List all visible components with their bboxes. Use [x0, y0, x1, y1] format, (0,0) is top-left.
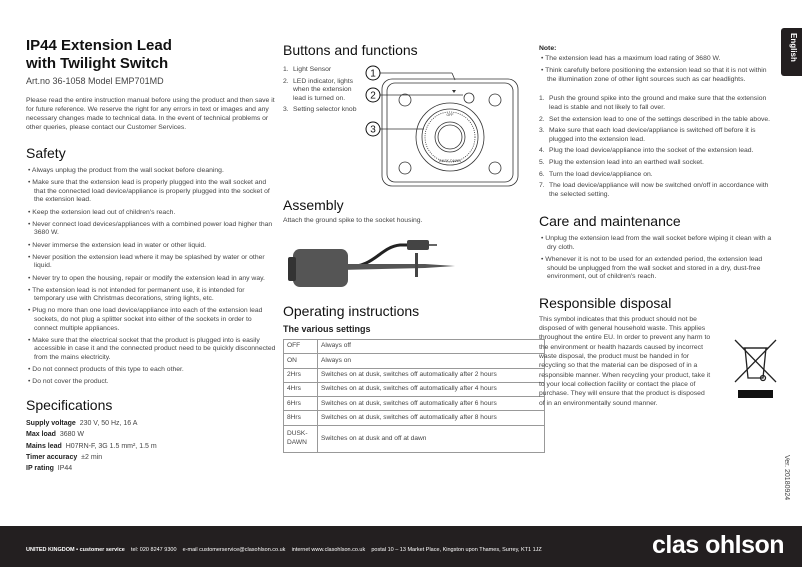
specifications-list: [26, 418, 276, 474]
table-row: [284, 340, 545, 354]
list-item: • Think carefully before positioning the extension lead so that it is not within the illumination zone of other light sources such as car headlights.: [539, 67, 777, 84]
footer-email[interactable]: e-mail customerservice@clasohlson.co.uk: [182, 547, 286, 553]
extension-lead-illustration: [285, 237, 475, 295]
setting-key: 2Hrs: [284, 368, 318, 382]
disposal-heading: Responsible disposal: [539, 294, 672, 311]
steps-list: [539, 95, 777, 199]
list-item: [539, 182, 777, 199]
note-list: [539, 55, 777, 84]
setting-description: Switches on at dusk, switches off automatically after 2 hours: [318, 368, 545, 382]
care-list: [539, 235, 777, 282]
list-item: • Keep the extension lead out of children's reach.: [26, 209, 276, 218]
note-heading: Note:: [539, 45, 557, 52]
list-item: [539, 159, 777, 168]
spec-label: IP rating: [26, 465, 54, 473]
list-item: [283, 106, 361, 115]
setting-key: DUSK-DAWN: [284, 425, 318, 452]
list-item: • Whenever it is not to be used for an extended period, the extension lead should be unplugged from the wall socket and stored in a dry, dust-free environment, out of children's reach.: [539, 256, 777, 282]
list-item: • Plug no more than one load device/appliance into each of the extension lead sockets, do not plug a splitter socket into either of the sockets in order to connect multiple appliances.: [26, 307, 276, 333]
callout-3-label: 3: [370, 124, 376, 136]
list-item: [283, 66, 361, 75]
item-number: 5.: [539, 158, 545, 166]
item-text: Turn the load device/appliance on.: [549, 170, 653, 178]
left-column: [26, 37, 276, 474]
assembly-heading: Assembly: [283, 197, 344, 213]
item-number: 6.: [539, 170, 545, 178]
version-label: Ver. 20180924: [783, 455, 790, 501]
table-row: [284, 368, 545, 382]
spec-value: 230 V, 50 Hz, 16 A: [79, 420, 138, 427]
list-item: • Never position the extension lead where it may be splashed by water or other liquid.: [26, 254, 276, 271]
disposal-text: This symbol indicates that this product should not be disposed of with general household waste. This applies throughout the entire EU. In order to prevent any harm to the environment or health hazards caused by incorrect waste disposal, the product must be handed in for recycling so that the material can be disposed of in a responsible manner. When recycling your product, take it to your local collection facility or contact the place of purchase. They will ensure that the product is disposed of in an environmentally sound manner.: [539, 315, 711, 407]
item-text: LED indicator, lights when the extension lead is turned on.: [293, 77, 354, 102]
list-item: [283, 78, 361, 104]
setting-description: Switches on at dusk, switches off automatically after 4 hours: [318, 382, 545, 396]
product-title-line2: with Twilight Switch: [26, 55, 169, 72]
operating-heading: Operating instructions: [283, 303, 420, 319]
dial-label-dusk: DUSK-DAWN: [439, 159, 461, 163]
setting-key: 4Hrs: [284, 382, 318, 396]
item-number: 1.: [283, 66, 289, 73]
clas-ohlson-logo: clas ohlson: [652, 531, 785, 559]
setting-key: ON: [284, 354, 318, 368]
list-item: • Do not connect products of this type to each other.: [26, 366, 276, 375]
spec-row: [26, 452, 276, 463]
weee-bin-icon: [733, 338, 778, 400]
table-row: [284, 354, 545, 368]
setting-description: Always on: [318, 354, 545, 368]
table-row: [284, 382, 545, 396]
table-row: [284, 397, 545, 411]
item-text: The load device/appliance will now be switched on/off in accordance with the selected setting.: [549, 182, 769, 198]
item-text: Light Sensor: [293, 66, 332, 73]
list-item: [539, 116, 777, 125]
intro-text: Please read the entire instruction manual before using the product and then save it for future reference. We reserve the right for any errors in text or images and any necessary changes made to technical data. In the event of technical problems or other queries, please contact our Customer Services.: [26, 97, 275, 131]
buttons-heading: Buttons and functions: [283, 42, 418, 58]
list-item: • Do not cover the product.: [26, 378, 276, 387]
setting-description: Always off: [318, 340, 545, 354]
footer-postal: postal 10 – 13 Market Place, Kingston upon Thames, Surrey, KT1 1JZ: [371, 547, 542, 553]
item-number: 2.: [539, 115, 545, 123]
item-text: Push the ground spike into the ground and make sure that the extension lead is stable and not likely to fall over.: [549, 95, 767, 111]
device-diagram: [360, 60, 530, 190]
footer-contact: [26, 547, 542, 553]
item-text: Plug the load device/appliance into the socket of the extension lead.: [549, 147, 754, 155]
list-item: • Never try to open the housing, repair or modify the extension lead in any way.: [26, 275, 276, 284]
setting-description: Switches on at dusk, switches off automatically after 6 hours: [318, 397, 545, 411]
item-text: Plug the extension lead into an earthed wall socket.: [549, 158, 704, 166]
spec-label: Max load: [26, 431, 56, 439]
list-item: • Always unplug the product from the wall socket before cleaning.: [26, 167, 276, 176]
settings-table: [283, 339, 545, 453]
list-item: [539, 147, 777, 156]
assembly-section: [283, 197, 422, 225]
care-heading: Care and maintenance: [539, 213, 681, 230]
list-item: • The extension lead is not intended for permanent use, it is intended for temporary use with Christmas decorations, string lights, etc.: [26, 287, 276, 304]
product-title-line1: IP44 Extension Lead: [26, 37, 172, 54]
safety-heading: Safety: [26, 145, 66, 161]
callout-1-label: 1: [370, 68, 376, 80]
language-label: English: [789, 33, 798, 62]
safety-list: [26, 167, 276, 387]
setting-key: 8Hrs: [284, 411, 318, 425]
list-item: • Never immerse the extension lead in water or other liquid.: [26, 242, 276, 251]
footer-tel: tel: 020 8247 9300: [130, 547, 177, 553]
spec-value: H07RN-F, 3G 1.5 mm², 1.5 m: [65, 442, 157, 450]
list-item: [539, 127, 777, 144]
table-row: [284, 425, 545, 452]
footer-country: UNITED KINGDOM • customer service: [26, 547, 125, 553]
article-number: Art.no 36-1058 Model EMP701MD: [26, 76, 164, 86]
dial-label-off: OFF: [446, 113, 454, 117]
item-text: Make sure that each load device/appliance is switched off before it is plugged into the extension lead.: [549, 127, 756, 143]
footer-internet[interactable]: internet www.clasohlson.co.uk: [291, 547, 366, 553]
buttons-list: [283, 66, 361, 115]
item-number: 2.: [283, 77, 289, 85]
list-item: • Unplug the extension lead from the wall socket before wiping it clean with a dry cloth.: [539, 235, 777, 252]
specifications-heading: Specifications: [26, 397, 113, 413]
spec-label: Timer accuracy: [26, 453, 78, 461]
item-text: Set the extension lead to one of the settings described in the table above.: [549, 115, 771, 123]
spec-value: ±2 min: [81, 453, 103, 461]
assembly-text: Attach the ground spike to the socket housing.: [283, 217, 423, 224]
table-row: [284, 411, 545, 425]
item-number: 1.: [539, 95, 545, 103]
item-number: 3.: [539, 127, 545, 135]
item-number: 4.: [539, 147, 545, 155]
language-tab: [781, 28, 802, 76]
list-item: [539, 171, 777, 180]
setting-key: OFF: [284, 340, 318, 354]
spec-value: 3680 W: [59, 431, 84, 439]
list-item: • Make sure that the extension lead is properly plugged into the wall socket and that the connected load device/appliance is properly plugged into the socket of the extension lead.: [26, 179, 276, 205]
list-item: [539, 95, 777, 112]
spec-label: Mains lead: [26, 442, 62, 450]
footer: [0, 526, 802, 567]
item-number: 7.: [539, 182, 545, 190]
item-text: Setting selector knob: [293, 106, 357, 114]
list-item: • Never connect load devices/appliances with a combined power load higher than 3680 W.: [26, 221, 276, 238]
list-item: • The extension lead has a maximum load rating of 3680 W.: [539, 55, 777, 64]
spec-row: [26, 441, 276, 452]
spec-row: [26, 463, 276, 474]
item-number: 3.: [283, 106, 289, 114]
setting-description: Switches on at dusk, switches off automatically after 8 hours: [318, 411, 545, 425]
settings-subheading: The various settings: [283, 324, 371, 334]
spec-row: [26, 429, 276, 440]
list-item: • Make sure that the electrical socket that the product is plugged into is easily accessible in case it and the connected product need to be quickly disconnected from the mains electricity.: [26, 337, 276, 363]
spec-value: IP44: [57, 465, 73, 473]
callout-2-label: 2: [370, 90, 376, 102]
setting-key: 6Hrs: [284, 397, 318, 411]
setting-description: Switches on at dusk and off at dawn: [318, 425, 545, 452]
spec-label: Supply voltage: [26, 420, 76, 427]
spec-row: [26, 418, 276, 429]
operating-section: [283, 303, 545, 453]
